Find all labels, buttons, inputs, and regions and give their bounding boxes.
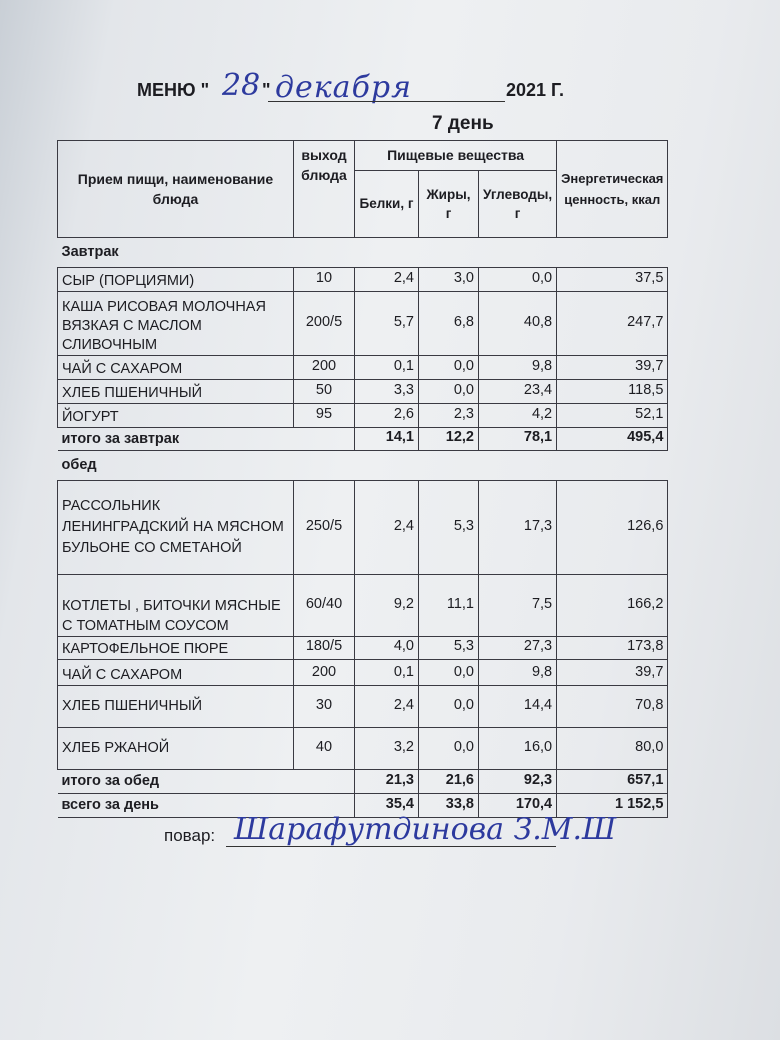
table-row xyxy=(58,660,668,686)
menu-label: МЕНЮ " xyxy=(137,80,210,100)
table-row xyxy=(58,728,668,770)
dish-energy: 52,1 xyxy=(557,404,668,428)
col-nutrients: Пищевые вещества xyxy=(355,141,557,171)
total-label: итого за завтрак xyxy=(58,428,355,451)
dish-energy: 173,8 xyxy=(557,637,668,660)
dish-protein: 2,6 xyxy=(355,404,419,428)
dish-name: РАССОЛЬНИК ЛЕНИНГРАДСКИЙ НА МЯСНОМ БУЛЬОНЕ СО СМЕТАНОЙ xyxy=(58,481,294,575)
dish-fat: 0,0 xyxy=(419,380,479,404)
col-fat: Жиры, г xyxy=(419,170,479,237)
dish-energy: 37,5 xyxy=(557,268,668,292)
dish-energy: 39,7 xyxy=(557,660,668,686)
table-row xyxy=(58,380,668,404)
section-breakfast: Завтрак xyxy=(61,244,119,260)
quote-close: " xyxy=(262,80,271,100)
dish-fat: 3,0 xyxy=(419,268,479,292)
dish-fat: 0,0 xyxy=(419,728,479,770)
dish-protein: 0,1 xyxy=(355,356,419,380)
dish-name: ЙОГУРТ xyxy=(58,404,294,428)
total-energy: 495,4 xyxy=(557,428,668,451)
dish-name: КАША РИСОВАЯ МОЛОЧНАЯ ВЯЗКАЯ С МАСЛОМ СЛИВОЧНЫМ xyxy=(58,292,294,356)
dish-protein: 2,4 xyxy=(355,686,419,728)
total-carbs: 92,3 xyxy=(479,770,557,794)
dish-carbs: 27,3 xyxy=(479,637,557,660)
dish-fat: 6,8 xyxy=(419,292,479,356)
dish-name: ЧАЙ С САХАРОМ xyxy=(58,356,294,380)
total-fat: 33,8 xyxy=(419,794,479,818)
table-row xyxy=(58,686,668,728)
table-row xyxy=(58,292,668,356)
dish-fat: 2,3 xyxy=(419,404,479,428)
dish-carbs: 14,4 xyxy=(479,686,557,728)
total-protein: 35,4 xyxy=(355,794,419,818)
dish-carbs: 40,8 xyxy=(479,292,557,356)
dish-name: ХЛЕБ ПШЕНИЧНЫЙ xyxy=(58,686,294,728)
breakfast-total-row xyxy=(58,428,668,451)
dish-name: ХЛЕБ РЖАНОЙ xyxy=(58,728,294,770)
total-energy: 1 152,5 xyxy=(557,794,668,818)
dish-yield: 50 xyxy=(294,380,355,404)
dish-carbs: 16,0 xyxy=(479,728,557,770)
dish-carbs: 7,5 xyxy=(479,575,557,637)
table-row xyxy=(58,268,668,292)
dish-yield: 60/40 xyxy=(294,575,355,637)
lunch-total-row xyxy=(58,770,668,794)
dish-carbs: 9,8 xyxy=(479,356,557,380)
col-protein: Белки, г xyxy=(355,170,419,237)
dish-protein: 4,0 xyxy=(355,637,419,660)
total-protein: 21,3 xyxy=(355,770,419,794)
table-row xyxy=(58,575,668,637)
dish-energy: 118,5 xyxy=(557,380,668,404)
handwritten-day: 28 xyxy=(222,68,261,103)
dish-yield: 250/5 xyxy=(294,481,355,575)
total-energy: 657,1 xyxy=(557,770,668,794)
dish-name: КОТЛЕТЫ , БИТОЧКИ МЯСНЫЕ С ТОМАТНЫМ СОУСОМ xyxy=(58,575,294,637)
dish-carbs: 4,2 xyxy=(479,404,557,428)
dish-yield: 30 xyxy=(294,686,355,728)
dish-yield: 200/5 xyxy=(294,292,355,356)
col-yield: выход блюда xyxy=(294,141,355,238)
dish-name: СЫР (ПОРЦИЯМИ) xyxy=(58,268,294,292)
dish-fat: 5,3 xyxy=(419,481,479,575)
col-carbs: Углеводы, г xyxy=(479,170,557,237)
date-underline xyxy=(268,101,505,102)
dish-protein: 5,7 xyxy=(355,292,419,356)
dish-carbs: 0,0 xyxy=(479,268,557,292)
dish-protein: 3,3 xyxy=(355,380,419,404)
dish-protein: 2,4 xyxy=(355,481,419,575)
menu-table xyxy=(57,140,668,818)
dish-yield: 95 xyxy=(294,404,355,428)
dish-energy: 247,7 xyxy=(557,292,668,356)
dish-carbs: 9,8 xyxy=(479,660,557,686)
menu-title xyxy=(0,68,780,112)
dish-fat: 11,1 xyxy=(419,575,479,637)
total-carbs: 170,4 xyxy=(479,794,557,818)
table-row xyxy=(58,404,668,428)
dish-protein: 0,1 xyxy=(355,660,419,686)
dish-energy: 80,0 xyxy=(557,728,668,770)
col-meal: Прием пищи, наименование блюда xyxy=(58,141,294,238)
menu-year: 2021 Г. xyxy=(506,80,564,100)
dish-yield: 200 xyxy=(294,356,355,380)
dish-yield: 180/5 xyxy=(294,637,355,660)
dish-protein: 3,2 xyxy=(355,728,419,770)
dish-name: ЧАЙ С САХАРОМ xyxy=(58,660,294,686)
total-fat: 12,2 xyxy=(419,428,479,451)
dish-fat: 5,3 xyxy=(419,637,479,660)
dish-fat: 0,0 xyxy=(419,356,479,380)
col-energy: Энергетическая ценность, ккал xyxy=(557,141,668,238)
table-row xyxy=(58,637,668,660)
dish-energy: 126,6 xyxy=(557,481,668,575)
dish-fat: 0,0 xyxy=(419,660,479,686)
dish-carbs: 17,3 xyxy=(479,481,557,575)
dish-fat: 0,0 xyxy=(419,686,479,728)
dish-protein: 9,2 xyxy=(355,575,419,637)
total-protein: 14,1 xyxy=(355,428,419,451)
dish-name: ХЛЕБ ПШЕНИЧНЫЙ xyxy=(58,380,294,404)
day-number: 7 день xyxy=(432,113,494,134)
table-row xyxy=(58,356,668,380)
dish-name: КАРТОФЕЛЬНОЕ ПЮРЕ xyxy=(58,637,294,660)
dish-yield: 40 xyxy=(294,728,355,770)
total-label: всего за день xyxy=(58,794,355,818)
cook-signature: Шарафутдинова З.М.Ш xyxy=(234,812,617,847)
handwritten-month: декабря xyxy=(275,70,412,105)
dish-energy: 70,8 xyxy=(557,686,668,728)
total-fat: 21,6 xyxy=(419,770,479,794)
dish-energy: 166,2 xyxy=(557,575,668,637)
cook-label: повар: xyxy=(164,826,216,845)
dish-yield: 200 xyxy=(294,660,355,686)
dish-carbs: 23,4 xyxy=(479,380,557,404)
dish-yield: 10 xyxy=(294,268,355,292)
table-row xyxy=(58,481,668,575)
dish-protein: 2,4 xyxy=(355,268,419,292)
section-lunch: обед xyxy=(61,457,97,473)
total-carbs: 78,1 xyxy=(479,428,557,451)
total-label: итого за обед xyxy=(58,770,355,794)
dish-energy: 39,7 xyxy=(557,356,668,380)
